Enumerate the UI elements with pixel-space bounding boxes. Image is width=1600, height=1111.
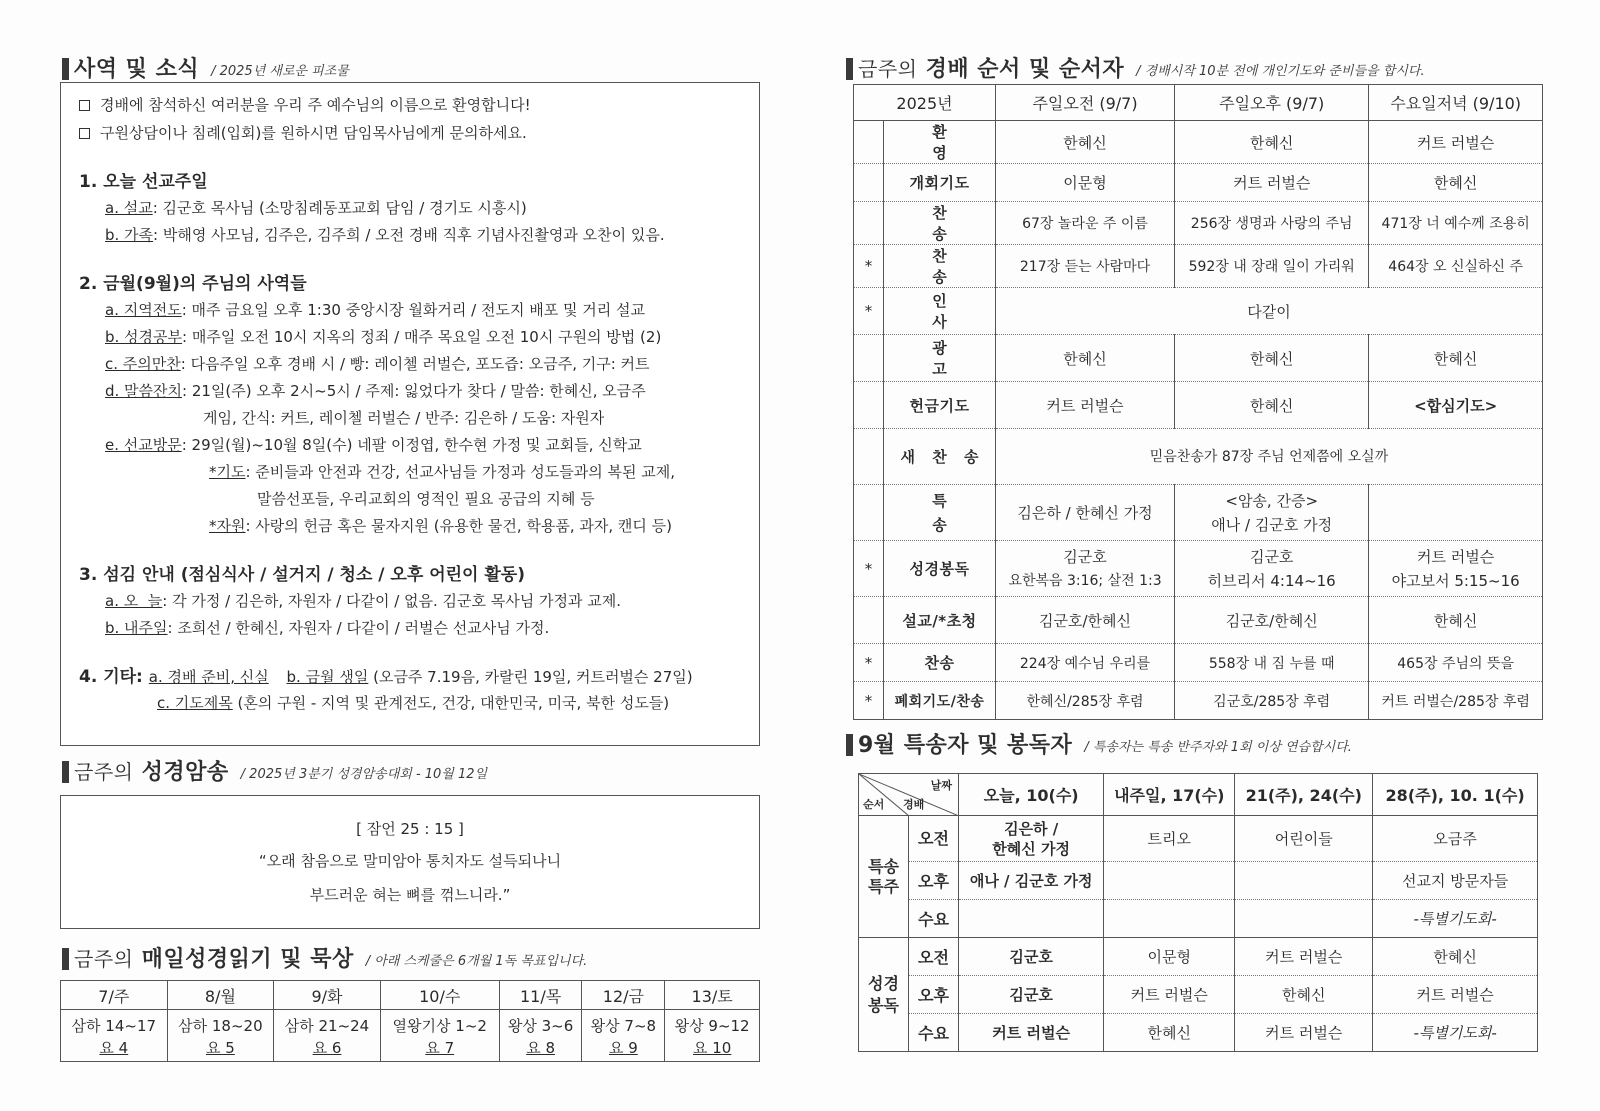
reading-section-title: 금주의 매일성경읽기 및 묵상 xyxy=(74,947,354,972)
special-schedule-table xyxy=(858,773,1538,1052)
worship-row: 헌금기도 커트 러벌슨 한혜신 <합심기도> xyxy=(854,382,1543,429)
order-item: 찬송 xyxy=(884,202,996,245)
special-row: 오후 김군호 커트 러벌슨 한혜신 커트 러벌슨 xyxy=(859,976,1538,1014)
item3-heading: 3. 섬김 안내 (점심식사 / 설거지 / 청소 / 오후 어린이 활동) xyxy=(79,565,525,585)
item3-a: a. 오 늘: 각 가정 / 김은하, 자원자 / 다같이 / 없음. 김군호 목사님 가정과 교제. xyxy=(105,592,622,610)
order-item: 헌금기도 xyxy=(884,382,996,429)
order-item: 폐회기도/찬송 xyxy=(884,682,996,720)
worship-row: 찬송 67장 놀라운 주 이름 256장 생명과 사랑의 주님 471장 너 예수께 조용히 xyxy=(854,202,1543,245)
special-cell: 커트 러벌슨 xyxy=(959,1014,1104,1052)
news-section-header xyxy=(62,52,349,83)
worship-row: 새 찬 송 믿음찬송가 87장 주님 언제쯤에 오실까 xyxy=(854,429,1543,485)
reading-cell: 삼하 21~24 요 6 xyxy=(274,1010,381,1062)
special-cell xyxy=(1104,862,1235,900)
special-cell: 커트 러벌슨 xyxy=(1104,976,1235,1014)
special-cell: 오금주 xyxy=(1373,816,1538,862)
checkbox-square-icon xyxy=(79,100,90,111)
worship-row: * 찬송 224장 예수님 우리를 558장 내 짐 누를 때 465장 주님의 뜻을 xyxy=(854,644,1543,682)
special-cell: -특별기도회- xyxy=(1373,900,1538,938)
news-section-subtitle: / 2025년 새로운 피조물 xyxy=(211,64,349,79)
order-item: 찬송 xyxy=(884,644,996,682)
memory-section-subtitle: / 2025년 3분기 성경암송대회 - 10월 12일 xyxy=(240,767,488,782)
worship-section-subtitle: / 경배시작 10분 전에 개인기도와 준비들을 합시다. xyxy=(1136,64,1425,79)
news-box xyxy=(60,82,760,746)
item2-a: a. 지역전도: 매주 금요일 오후 1:30 중앙시장 월화거리 / 전도지 배포 및 거리 설교 xyxy=(105,301,645,319)
special-cell xyxy=(1235,900,1373,938)
item1-a: a. 설교: 김군호 목사님 (소망침례동포교회 담임 / 경기도 시흥시) xyxy=(105,199,527,217)
reading-day: 8/월 xyxy=(167,981,274,1010)
memory-section-header xyxy=(62,755,487,786)
item2-d: d. 말씀잔치: 21일(주) 오후 2시~5시 / 주제: 잃었다가 찾다 / 말씀: 한혜신, 오금주 xyxy=(105,382,646,400)
year-header: 2025년 xyxy=(854,85,996,121)
welcome-line-1: 경배에 참석하신 여러분을 우리 주 예수님의 이름으로 환영합니다! xyxy=(79,91,741,119)
item2-c: c. 주의만찬: 다음주일 오후 경배 시 / 빵: 레이첼 러벌슨, 포도즙: 오금주, 기구: 커트 xyxy=(105,355,650,373)
special-cell: 커트 러벌슨 xyxy=(1235,1014,1373,1052)
worship-row: * 인사 다같이 xyxy=(854,288,1543,335)
memory-verse-box xyxy=(60,795,760,929)
reading-section-header xyxy=(62,942,587,973)
special-cell xyxy=(959,900,1104,938)
order-item: 설교/*초청 xyxy=(884,597,996,644)
worship-row: 특송 김은하 / 한혜신 가정 <암송, 간증> 애나 / 김군호 가정 xyxy=(854,485,1543,541)
item2-e-prayer-continued: 말씀선포들, 우리교회의 영적인 필요 공급의 지혜 등 xyxy=(257,490,595,508)
special-cell: 선교지 방문자들 xyxy=(1373,862,1538,900)
reading-cell: 왕상 3~6 요 8 xyxy=(499,1010,582,1062)
section-bar-icon xyxy=(846,734,853,756)
daily-reading-table xyxy=(60,980,760,1062)
verse-line-1: “오래 참음으로 말미암아 통치자도 설득되나니 xyxy=(258,852,562,870)
special-section-header xyxy=(846,728,1352,759)
date-header: 28(주), 10. 1(수) xyxy=(1373,774,1538,816)
item1-heading: 1. 오늘 선교주일 xyxy=(79,172,208,192)
reading-day: 10/수 xyxy=(380,981,499,1010)
worship-row: 환영 한혜신 한혜신 커트 러벌슨 xyxy=(854,121,1543,164)
item2-e-support: *자원: 사랑의 헌금 혹은 물자지원 (유용한 물건, 학용품, 과자, 캔디 등) xyxy=(209,517,672,535)
special-cell: 김은하 / 한혜신 가정 xyxy=(959,816,1104,862)
special-row: 특송 특주 오전 김은하 / 한혜신 가정 트리오 어린이들 오금주 xyxy=(859,816,1538,862)
worship-section-header xyxy=(846,52,1425,83)
special-cell xyxy=(1235,862,1373,900)
sunday-pm-header: 주일오후 (9/7) xyxy=(1175,85,1369,121)
verse-line-2: 부드러운 혀는 뼈를 꺾느니라.” xyxy=(309,886,511,904)
item2-b: b. 성경공부: 매주일 오전 10시 지옥의 정죄 / 매주 목요일 오전 10시 구원의 방법 (2) xyxy=(105,328,662,346)
reading-header-row xyxy=(61,981,760,1010)
order-item: 개회기도 xyxy=(884,164,996,202)
special-row: 성경 봉독 오전 김군호 이문형 커트 러벌슨 한혜신 xyxy=(859,938,1538,976)
special-section-subtitle: / 특송자는 특송 반주자와 1회 이상 연습합시다. xyxy=(1084,740,1352,755)
welcome-line-2: 구원상담이나 침례(입회)를 원하시면 담임목사님에게 문의하세요. xyxy=(79,119,741,147)
special-cell: -특별기도회- xyxy=(1373,1014,1538,1052)
special-cell: 김군호 xyxy=(959,938,1104,976)
worship-order-table xyxy=(853,84,1543,720)
section-bar-icon xyxy=(62,761,69,783)
item2-e-prayer: *기도: 준비들과 안전과 건강, 선교사님들 가정과 성도들과의 복된 교제, xyxy=(209,463,675,481)
news-section-title: 사역 및 소식 xyxy=(74,57,200,82)
special-cell xyxy=(1104,900,1235,938)
order-item: 찬송 xyxy=(884,245,996,288)
worship-header-row xyxy=(854,85,1543,121)
special-cell: 한혜신 xyxy=(1235,976,1373,1014)
worship-row: * 폐회기도/찬송 한혜신/285장 후렴 김군호/285장 후렴 커트 러벌슨/285장 후렴 xyxy=(854,682,1543,720)
worship-row: * 성경봉독 김군호 요한복음 3:16; 살전 1:3 김군호 히브리서 4:14~16 커트 러벌슨 야고보서 5:15~16 xyxy=(854,541,1543,597)
worship-row: 광고 한혜신 한혜신 한혜신 xyxy=(854,335,1543,382)
special-cell: 한혜신 xyxy=(1104,1014,1235,1052)
order-item: 환영 xyxy=(884,121,996,164)
diagonal-corner-header: 날짜 순서 경배 xyxy=(859,774,959,816)
section-bar-icon xyxy=(62,58,69,80)
special-cell: 김군호 xyxy=(959,976,1104,1014)
reading-day: 7/주 xyxy=(61,981,168,1010)
order-item: 새 찬 송 xyxy=(884,429,996,485)
sunday-am-header: 주일오전 (9/7) xyxy=(996,85,1175,121)
group-label-special-song: 특송 특주 xyxy=(859,816,909,938)
special-cell: 애나 / 김군호 가정 xyxy=(959,862,1104,900)
reading-cell: 열왕기상 1~2 요 7 xyxy=(380,1010,499,1062)
special-cell: 한혜신 xyxy=(1373,938,1538,976)
order-item: 광고 xyxy=(884,335,996,382)
reading-day: 12/금 xyxy=(582,981,665,1010)
worship-row: 설교/*초청 김군호/한혜신 김군호/한혜신 한혜신 xyxy=(854,597,1543,644)
special-row: 수요 -특별기도회- xyxy=(859,900,1538,938)
group-label-bible-reading: 성경 봉독 xyxy=(859,938,909,1052)
item2-d-continued: 게임, 간식: 커트, 레이첼 러벌슨 / 반주: 김은하 / 도움: 자원자 xyxy=(203,409,605,427)
date-header: 오늘, 10(수) xyxy=(959,774,1104,816)
worship-row: * 찬송 217장 듣는 사람마다 592장 내 장래 일이 가리워 464장 오 신실하신 주 xyxy=(854,245,1543,288)
reading-cell: 왕상 7~8 요 9 xyxy=(582,1010,665,1062)
order-item: 특송 xyxy=(884,485,996,541)
order-item: 성경봉독 xyxy=(884,541,996,597)
worship-row: 개회기도 이문형 커트 러벌슨 한혜신 xyxy=(854,164,1543,202)
worship-section-title: 금주의 경배 순서 및 순서자 xyxy=(858,57,1125,82)
special-cell: 트리오 xyxy=(1104,816,1235,862)
special-section-title: 9월 특송자 및 봉독자 xyxy=(858,733,1073,758)
section-bar-icon xyxy=(846,58,853,80)
item3-b: b. 내주일: 조희선 / 한혜신, 자원자 / 다같이 / 러벌슨 선교사님 가정. xyxy=(105,619,550,637)
special-row: 오후 애나 / 김군호 가정 선교지 방문자들 xyxy=(859,862,1538,900)
special-row: 수요 커트 러벌슨 한혜신 커트 러벌슨 -특별기도회- xyxy=(859,1014,1538,1052)
checkbox-square-icon xyxy=(79,128,90,139)
reading-day: 13/토 xyxy=(665,981,760,1010)
item2-heading: 2. 금월(9월)의 주님의 사역들 xyxy=(79,274,307,294)
date-header: 내주일, 17(수) xyxy=(1104,774,1235,816)
reading-section-subtitle: / 아래 스케줄은 6개월 1독 목표입니다. xyxy=(365,954,588,969)
item4-c: c. 기도제목 (혼의 구원 - 지역 및 관계전도, 건강, 대한민국, 미국, 북한 성도들) xyxy=(157,694,670,712)
item2-e: e. 선교방문: 29일(월)~10월 8일(수) 네팔 이정엽, 한수현 가정 및 교회들, 신학교 xyxy=(105,436,642,454)
item1-b: b. 가족: 박해영 사모님, 김주은, 김주희 / 오전 경배 직후 기념사진촬영과 오찬이 있음. xyxy=(105,226,665,244)
verse-reference: [ 잠언 25 : 15 ] xyxy=(356,820,464,838)
special-cell: 커트 러벌슨 xyxy=(1373,976,1538,1014)
special-header-row xyxy=(859,774,1538,816)
special-cell: 이문형 xyxy=(1104,938,1235,976)
wednesday-header: 수요일저녁 (9/10) xyxy=(1369,85,1543,121)
reading-cell: 삼하 14~17 요 4 xyxy=(61,1010,168,1062)
special-cell: 커트 러벌슨 xyxy=(1235,938,1373,976)
item4-heading: 4. 기타: a. 경배 준비, 신실 b. 금월 생일 (오금주 7.19음, 카랄린 19일, 커트러벌슨 27일) xyxy=(79,667,693,687)
reading-day: 9/화 xyxy=(274,981,381,1010)
date-header: 21(주), 24(수) xyxy=(1235,774,1373,816)
reading-day: 11/목 xyxy=(499,981,582,1010)
special-cell: 어린이들 xyxy=(1235,816,1373,862)
reading-cell: 왕상 9~12 요 10 xyxy=(665,1010,760,1062)
section-bar-icon xyxy=(62,948,69,970)
reading-cell: 삼하 18~20 요 5 xyxy=(167,1010,274,1062)
order-item: 인사 xyxy=(884,288,996,335)
reading-passages-row xyxy=(61,1010,760,1062)
memory-section-title: 금주의 성경암송 xyxy=(74,760,229,785)
